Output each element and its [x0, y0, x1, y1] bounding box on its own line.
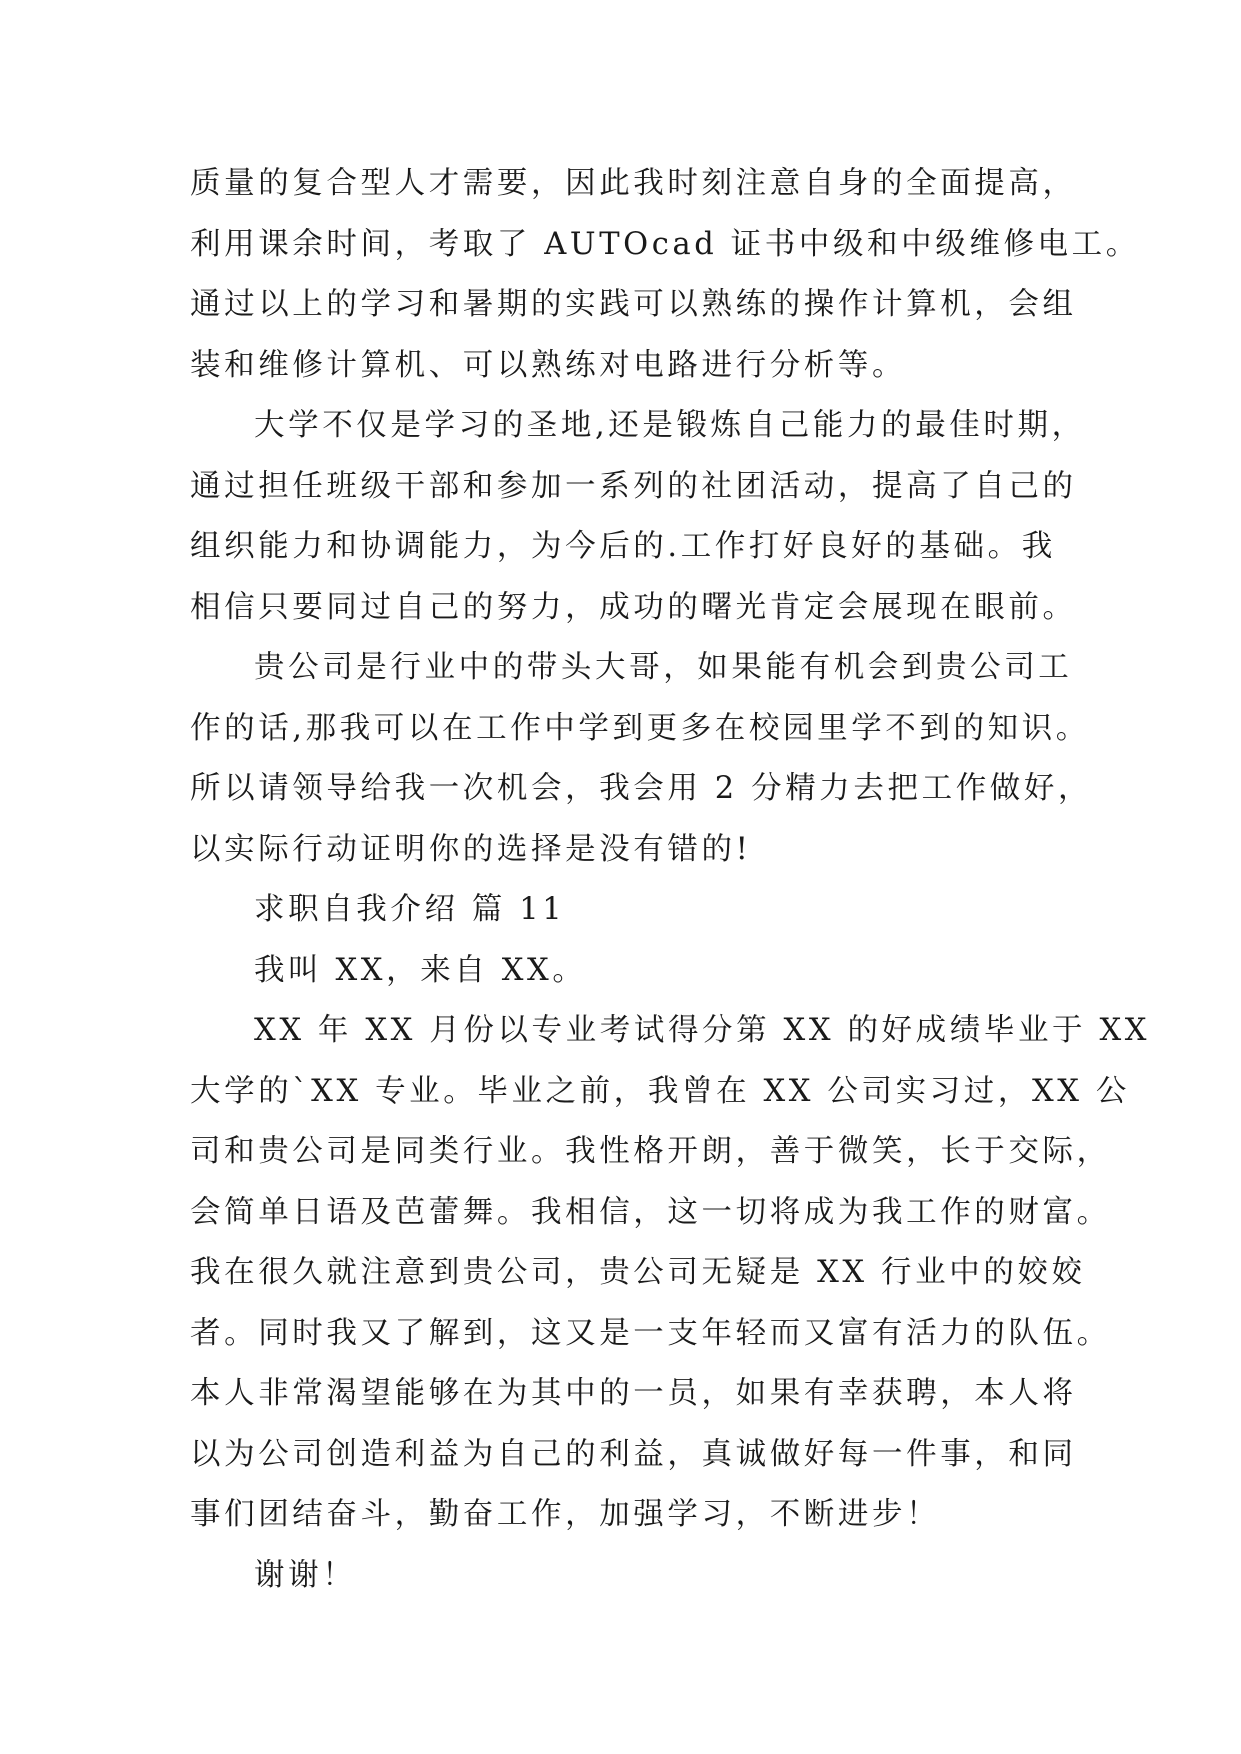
paragraph-start-line: 贵公司是行业中的带头大哥，如果能有机会到贵公司工 [254, 650, 1073, 685]
text-line: 利用课余时间，考取了 AUTOcad 证书中级和中级维修电工。 [190, 226, 1140, 262]
text-line: 我在很久就注意到贵公司，贵公司无疑是 XX 行业中的姣姣 [190, 1255, 1086, 1290]
text-line: 司和贵公司是同类行业。我性格开朗，善于微笑，长于交际， [190, 1134, 1111, 1169]
paragraph-start-line: 我叫 XX，来自 XX。 [254, 952, 587, 988]
document-body [190, 154, 1151, 1606]
text-line: 本人非常渴望能够在为其中的一员，如果有幸获聘，本人将 [190, 1376, 1077, 1411]
paragraph-start-line: 大学不仅是学习的圣地,还是锻炼自己能力的最佳时期， [254, 408, 1086, 443]
text-line: 事们团结奋斗，勤奋工作，加强学习，不断进步！ [190, 1497, 941, 1532]
text-line: 会简单日语及芭蕾舞。我相信，这一切将成为我工作的财富。 [190, 1194, 1111, 1230]
text-line: 通过担任班级干部和参加一系列的社团活动，提高了自己的 [190, 468, 1077, 504]
text-line: 作的话,那我可以在工作中学到更多在校园里学不到的知识。 [190, 710, 1090, 746]
text-line: 相信只要同过自己的努力，成功的曙光肯定会展现在眼前。 [190, 589, 1077, 625]
text-line: 以实际行动证明你的选择是没有错的! [190, 831, 752, 867]
text-line: 大学的`XX 专业。毕业之前，我曾在 XX 公司实习过，XX 公 [190, 1073, 1131, 1109]
text-line: 所以请领导给我一次机会，我会用 2 分精力去把工作做好， [190, 771, 1093, 806]
section-heading: 求职自我介绍 篇 11 [254, 892, 566, 927]
text-line: 以为公司创造利益为自己的利益，真诚做好每一件事，和同 [190, 1436, 1077, 1472]
text-line: 装和维修计算机、可以熟练对电路进行分析等。 [190, 347, 907, 383]
paragraph-start-line: XX 年 XX 月份以专业考试得分第 XX 的好成绩毕业于 XX [254, 1013, 1151, 1048]
text-line: 组织能力和协调能力，为今后的.工作打好良好的基础。我 [190, 529, 1056, 564]
text-line: 通过以上的学习和暑期的实践可以熟练的操作计算机，会组 [190, 287, 1077, 322]
text-line: 者。同时我又了解到，这又是一支年轻而又富有活力的队伍。 [190, 1315, 1111, 1351]
closing-line: 谢谢！ [254, 1557, 357, 1593]
text-line: 质量的复合型人才需要，因此我时刻注意自身的全面提高， [190, 166, 1077, 201]
